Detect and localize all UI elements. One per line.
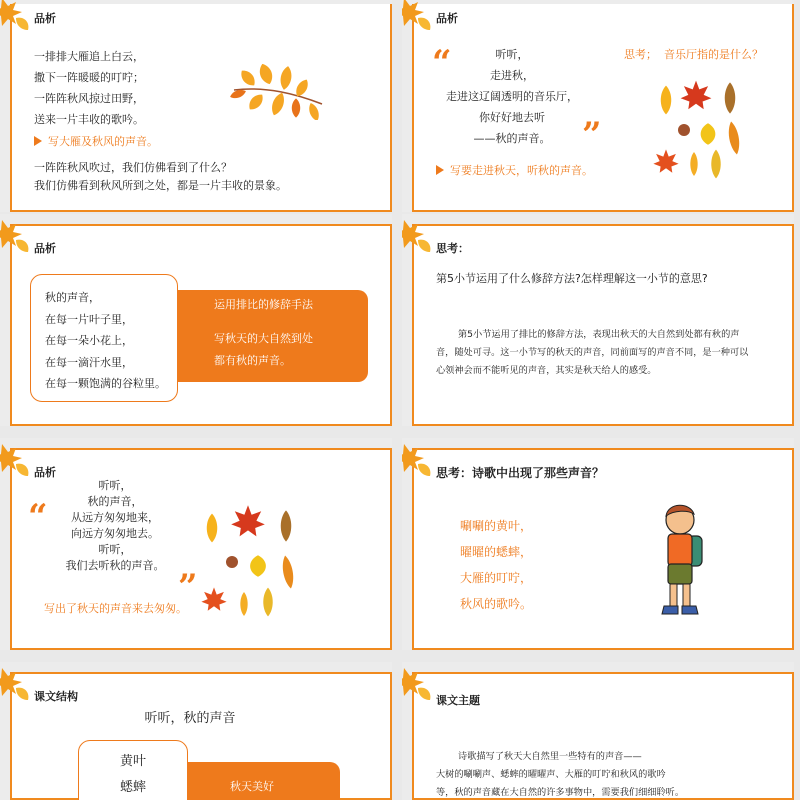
poem-line: 在每一颗饱满的谷粒里。	[45, 377, 166, 390]
box-line: 都有秋的声音。	[214, 354, 291, 367]
slide-4[interactable]	[402, 214, 794, 426]
poem-line: 走进这辽阔透明的音乐厅，	[446, 90, 578, 103]
sound-item: 曜曜的蟋蟀，	[460, 545, 533, 559]
poem-line: 向远方匆匆地去。	[71, 527, 159, 540]
sound-item: 秋风的歌吟。	[460, 597, 533, 611]
slide-title: 思考：诗歌中出现了那些声音？	[436, 466, 605, 480]
analysis-note: 写要走进秋天，听秋的声音。	[436, 160, 593, 181]
triangle-bullet-icon	[436, 165, 444, 175]
poem-line: 秋的声音，	[87, 495, 143, 508]
corner-leaf-icon	[402, 218, 438, 258]
corner-leaf-icon	[402, 0, 438, 36]
poem-line: 在每一滴汗水里，	[45, 355, 133, 369]
structure-item: 黄叶	[119, 754, 146, 769]
boy-backpack-icon	[654, 500, 714, 628]
poem-line: 你好好地去听	[479, 111, 545, 124]
answer-line: 第5小节运用了排比的修辞方法，表现出秋天的大自然到处都有秋的声	[458, 329, 740, 340]
question-line: 第5小节运用了什么修辞方法?怎样理解这一小节的意思?	[436, 272, 708, 285]
poem-line: 听听，	[495, 48, 529, 61]
structure-item: 蟋蟀	[119, 780, 146, 795]
theme-line: 诗歌描写了秋天大自然里一些特有的声音——	[458, 751, 642, 762]
slide-5[interactable]	[0, 438, 392, 650]
box-line: 运用排比的修辞手法	[214, 298, 313, 311]
slide-2[interactable]	[402, 0, 794, 212]
slide-title: 品析	[34, 242, 56, 255]
answer-line: 心领神会而不能听见的声音，其实是秋天给人的感受。	[436, 365, 657, 376]
text-subtitle: 听听，秋的声音	[144, 711, 236, 726]
close-quote-icon: ”	[178, 567, 198, 607]
poem-line: 送来一片丰收的歌吟。	[34, 113, 144, 126]
poem-line: 在每一朵小花上，	[45, 334, 133, 347]
slide-3[interactable]	[0, 214, 392, 426]
slide-title: 品析	[34, 466, 56, 479]
theme-box: 秋天美好	[160, 762, 340, 800]
structure-box	[78, 740, 188, 800]
analysis-note: 写大雁及秋风的声音。	[34, 131, 158, 152]
poem-line: 撒下一阵暖暖的叮咛；	[34, 71, 144, 84]
autumn-leaf-branch-icon	[226, 60, 326, 120]
slide-title: 课文主题	[436, 694, 480, 707]
corner-leaf-icon	[0, 218, 36, 258]
rhetoric-explanation-box	[160, 290, 368, 382]
poem-line: ——秋的声音。	[473, 132, 551, 145]
think-prompt: 思考； 音乐厅指的是什么？	[624, 48, 763, 61]
corner-leaf-icon	[0, 0, 36, 36]
corner-leaf-icon	[0, 666, 36, 706]
corner-leaf-icon	[402, 442, 438, 482]
slide-6[interactable]	[402, 438, 794, 650]
question-line: 一阵阵秋风吹过，我们仿佛看到了什么？	[34, 161, 232, 174]
answer-line: 音，随处可寻。这一小节写的秋天的声音，同前面写的声音不同，是一种可以	[436, 347, 749, 358]
corner-leaf-icon	[402, 666, 438, 706]
corner-leaf-icon	[0, 442, 36, 482]
poem-line: 在每一片叶子里，	[45, 312, 133, 326]
slide-1[interactable]	[0, 0, 392, 212]
poem-line: 从远方匆匆地来，	[71, 511, 159, 524]
autumn-leaves-icon	[198, 500, 308, 630]
slide-title: 思考：	[436, 242, 469, 255]
autumn-leaves-icon	[652, 72, 752, 188]
triangle-bullet-icon	[34, 136, 42, 146]
poem-line: 听听，	[98, 543, 132, 556]
slide-title: 品析	[436, 12, 458, 25]
theme-line: 等，秋的声音藏在大自然的许多事物中，需要我们细细聆听。	[436, 787, 685, 798]
theme-line: 大树的唰唰声、蟋蟀的曜曜声、大雁的叮咛和秋风的歌吟	[436, 769, 666, 780]
poem-line: 走进秋，	[490, 69, 534, 82]
box-line: 写秋天的大自然到处	[214, 332, 313, 345]
poem-line: 秋的声音，	[45, 291, 100, 304]
poem-box	[30, 274, 178, 402]
sound-item: 大雁的叮咛，	[460, 571, 533, 585]
poem-line: 我们去听秋的声音。	[65, 559, 165, 572]
answer-line: 我们仿佛看到秋风所到之处，都是一片丰收的景象。	[34, 179, 287, 192]
poem-line: 听听，	[98, 479, 132, 492]
sound-item: 唰唰的黄叶，	[460, 519, 533, 533]
open-quote-icon: “	[28, 497, 48, 537]
slide-7[interactable]	[0, 662, 392, 800]
slide-title: 课文结构	[34, 690, 78, 703]
poem-line: 一阵阵秋风掠过田野，	[34, 92, 144, 105]
analysis-note: 写出了秋天的声音来去匆匆。	[44, 602, 187, 615]
close-quote-icon: ”	[582, 115, 602, 155]
slide-title: 品析	[34, 12, 56, 25]
slide-8[interactable]	[402, 662, 794, 800]
open-quote-icon: “	[432, 43, 452, 83]
poem-line: 一排排大雁追上白云，	[34, 50, 144, 63]
